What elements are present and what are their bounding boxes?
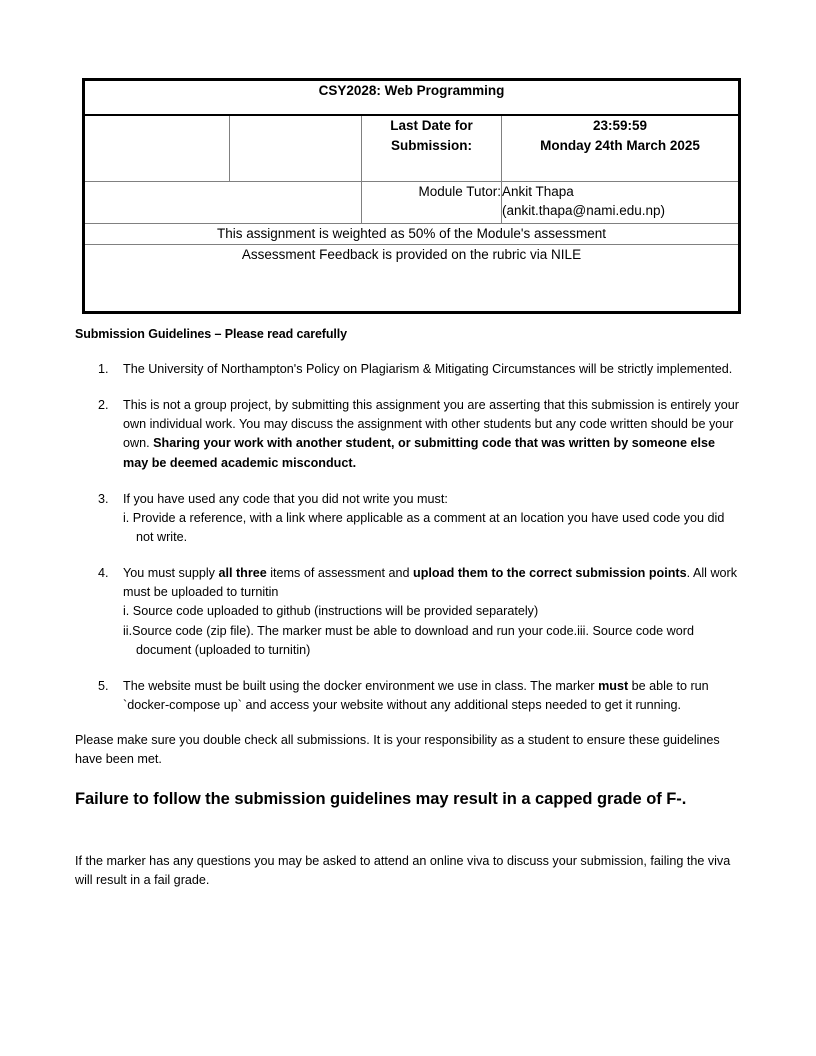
table-row-due-date <box>84 115 740 181</box>
list-item-text: If you have used any code that you did not write you must: <box>123 491 448 506</box>
list-item-text: You must supply <box>123 566 219 581</box>
list-item-number: 4. <box>98 566 109 581</box>
tutor-name: Ankit Thapa <box>502 183 574 199</box>
blank-cell-tutor-row <box>84 181 362 223</box>
list-item-number: 5. <box>98 678 109 693</box>
due-date-value <box>502 115 740 181</box>
sub-item-ii: ii.Source code (zip file). The marker must be able to download and run your code.iii. Source code word document (uploaded to turnitin) <box>123 623 694 657</box>
table-row-module-tutor <box>84 181 740 223</box>
list-item-text-b: be able to run `docker-compose up` and access your website without any additional steps needed to get it running. <box>123 678 709 712</box>
list-item-number: 2. <box>98 398 109 413</box>
list-item-number: 3. <box>98 491 109 506</box>
last-date-label: Last Date for Submission: <box>362 115 502 181</box>
module-title: CSY2028: Web Programming <box>84 80 740 116</box>
closing-paragraph: Please make sure you double check all submissions. It is your responsibility as a student to ensure these guidelines have been met. <box>75 733 720 767</box>
due-date: Monday 24th March 2025 <box>540 137 700 153</box>
table-row-feedback <box>84 244 740 312</box>
list-item-text: The website must be built using the docker environment we use in class. The marker <box>123 678 599 693</box>
tutor-email: (ankit.thapa@nami.edu.np) <box>502 203 666 219</box>
viva-paragraph: If the marker has any questions you may be asked to attend an online viva to discuss your submission, failing the viva will result in a fail grade. <box>75 854 731 888</box>
table-row-weighting <box>84 223 740 244</box>
list-item-text-bold: must <box>598 678 629 693</box>
sub-item-i: i. Source code uploaded to github (instructions will be provided separately) <box>123 604 539 619</box>
submission-guidelines-list <box>75 360 740 732</box>
sub-item-i: i. Provide a reference, with a link where applicable as a comment at an location you have used code you did not write. <box>123 510 725 544</box>
list-item <box>75 564 740 660</box>
assessment-feedback-note: Assessment Feedback is provided on the rubric via NILE <box>84 244 740 312</box>
list-item-text-bold: Sharing your work with another student, or submitting code that was written by someone else may be deemed academic misconduct. <box>123 436 716 470</box>
assignment-header-table <box>82 78 741 314</box>
list-item-number: 1. <box>98 362 109 376</box>
list-item <box>75 360 740 379</box>
module-tutor-label: Module Tutor: <box>362 181 502 223</box>
capped-grade-warning: Failure to follow the submission guidelines may result in a capped grade of F-. <box>75 790 687 808</box>
list-item-text: The University of Northampton's Policy on Plagiarism & Mitigating Circumstances will be strictly implemented. <box>123 362 733 376</box>
blank-cell-a <box>84 115 230 181</box>
list-item-text-bold-b: upload them to the correct submission points <box>413 566 687 581</box>
list-item <box>75 490 740 547</box>
list-item-text-b: items of assessment and <box>266 566 414 581</box>
module-tutor-value <box>502 181 740 223</box>
list-item-text-c: . All work must be uploaded to turnitin <box>123 566 738 600</box>
list-item-text: This is not a group project, by submitting this assignment you are asserting that this submission is entirely your own individual work. You may discuss the assignment with other students but any code written should be your own. <box>123 398 739 451</box>
assignment-weighting: This assignment is weighted as 50% of the Module's assessment <box>84 223 740 244</box>
submission-guidelines-heading: Submission Guidelines – Please read carefully <box>75 327 348 341</box>
list-item-text-bold-a: all three <box>218 566 267 581</box>
due-time: 23:59:59 <box>592 118 648 133</box>
table-row-title <box>84 80 740 116</box>
list-item <box>75 396 740 473</box>
list-item <box>75 677 740 715</box>
blank-cell-b <box>230 115 362 181</box>
